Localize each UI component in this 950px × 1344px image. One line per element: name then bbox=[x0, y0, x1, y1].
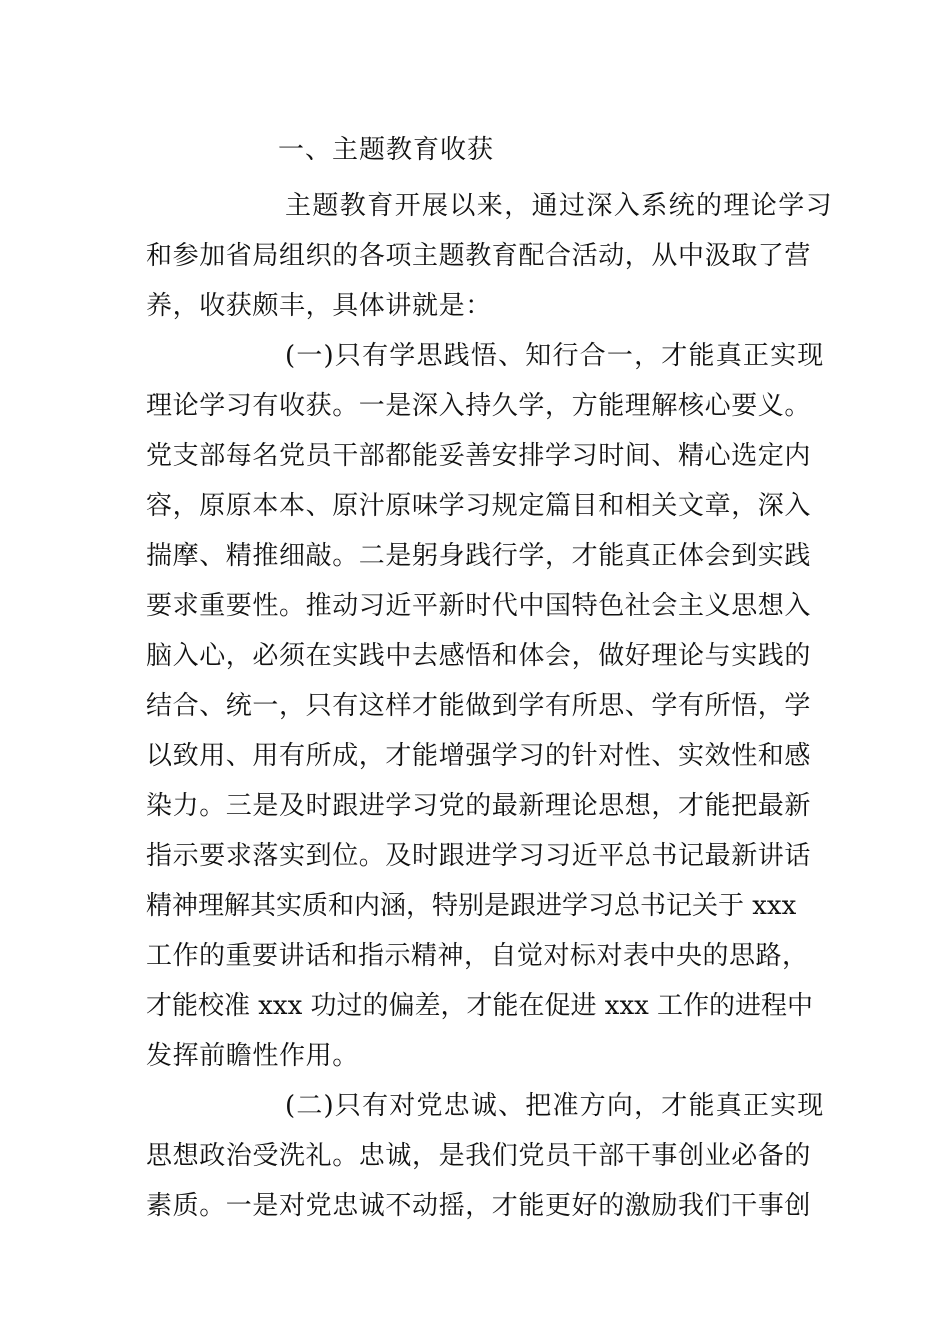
paragraph-line: 要求重要性。推动习近平新时代中国特色社会主义思想入 bbox=[146, 591, 812, 621]
paragraph-line: 精神理解其实质和内涵，特别是跟进学习总书记关于 xxx bbox=[146, 891, 797, 921]
paragraph-line: 理论学习有收获。一是深入持久学，方能理解核心要义。 bbox=[146, 391, 812, 421]
paragraph-line: 染力。三是及时跟进学习党的最新理论思想，才能把最新 bbox=[146, 791, 812, 821]
paragraph-line: 指示要求落实到位。及时跟进学习习近平总书记最新讲话 bbox=[146, 841, 812, 871]
paragraph-line: 以致用、用有所成，才能增强学习的针对性、实效性和感 bbox=[146, 741, 812, 771]
paragraph-line: 思想政治受洗礼。忠诚，是我们党员干部干事创业必备的 bbox=[146, 1141, 812, 1171]
paragraph-line: 结合、统一，只有这样才能做到学有所思、学有所悟，学 bbox=[146, 691, 812, 721]
paragraph-line: 党支部每名党员干部都能妥善安排学习时间、精心选定内 bbox=[146, 441, 812, 471]
paragraph-line: 工作的重要讲话和指示精神，自觉对标对表中央的思路， bbox=[146, 941, 809, 971]
paragraph-line: 和参加省局组织的各项主题教育配合活动，从中汲取了营 bbox=[146, 241, 812, 271]
paragraph-line: 主题教育开展以来，通过深入系统的理论学习 bbox=[285, 191, 834, 221]
paragraph-line: 揣摩、精推细敲。二是躬身践行学，才能真正体会到实践 bbox=[146, 541, 812, 571]
paragraph-line: 养，收获颇丰，具体讲就是： bbox=[146, 291, 492, 321]
paragraph-line: 容，原原本本、原汁原味学习规定篇目和相关文章，深入 bbox=[146, 491, 812, 521]
subsection-line: (一)只有学思践悟、知行合一，才能真正实现 bbox=[285, 341, 825, 371]
paragraph-line: 脑入心，必须在实践中去感悟和体会，做好理论与实践的 bbox=[146, 641, 812, 671]
paragraph-line: 才能校准 xxx 功过的偏差，才能在促进 xxx 工作的进程中 bbox=[146, 991, 814, 1021]
subsection-line: (二)只有对党忠诚、把准方向，才能真正实现 bbox=[285, 1091, 825, 1121]
section-heading: 一、主题教育收获 bbox=[278, 135, 495, 165]
paragraph-line: 发挥前瞻性作用。 bbox=[146, 1041, 359, 1071]
paragraph-line: 素质。一是对党忠诚不动摇，才能更好的激励我们干事创 bbox=[146, 1191, 812, 1221]
